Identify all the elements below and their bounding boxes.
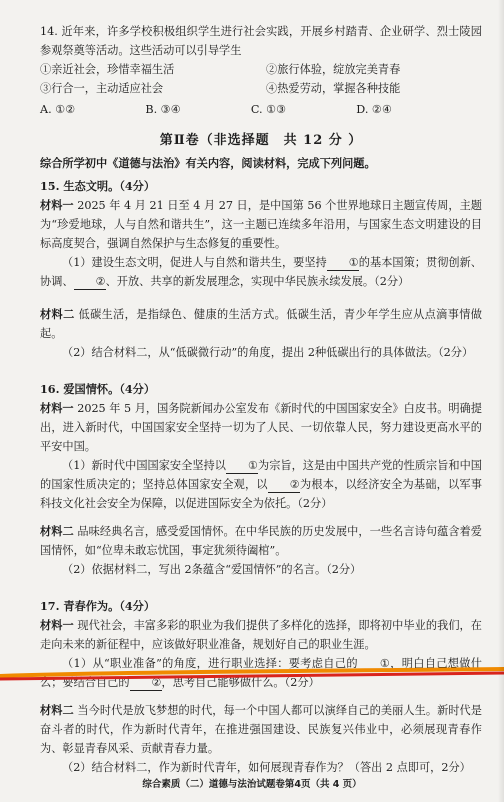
q17-material-1-label: 材料一: [40, 618, 74, 632]
q14-answer-a: A. ①②: [40, 103, 76, 116]
q14-stem: 14. 近年来，许多学校积极组织学生进行社会实践，开展乡村踏青、企业研学、烈士陵园参观祭奠等活动。这些活动可以引导学生: [40, 25, 482, 57]
q14-option-3: ③行合一，主动适应社会: [40, 82, 164, 95]
q15-q1-text-b: 的基本国策；贯彻创新、协调、: [40, 256, 482, 288]
q15-question-1: [40, 253, 482, 291]
q15-q1-text-a: （1）建设生态文明，促进人与自然和谐共生，要坚持: [62, 256, 327, 269]
q17-q1-text-c: ，思考自己能够做什么。（2分）: [161, 676, 320, 689]
q17-q1-text-b: ，明白自己想做什么；要结合自己的: [40, 657, 482, 689]
section-2-title: 第Ⅱ卷（非选择题 共 12 分 ）: [159, 133, 363, 148]
q14-answer-d: D. ②④: [356, 103, 392, 116]
q15-material-1: [40, 196, 482, 253]
q16-blank-1: ①: [226, 459, 258, 474]
page-footer: 综合素质（二）道德与法治试题卷第4页（共 4 页）: [142, 779, 362, 790]
q17-blank-1: ①: [358, 657, 390, 672]
q16-material-1: [40, 399, 482, 456]
q15-material-1-label: 材料一: [40, 198, 74, 212]
q16-material-1-text: 2025 年 5 月，国务院新闻办公室发布《新时代的中国国家安全》白皮书。明确提出，进入新时代，中国国家安全坚持一切为了人民、一切依靠人民，努力建设更高水平的平安中国。: [40, 402, 482, 453]
q14-options: [40, 60, 482, 98]
q16-blank-2: ②: [268, 478, 300, 493]
q17-material-2-label: 材料二: [40, 703, 74, 717]
q17-heading: 17. 青春作为。（4分）: [40, 599, 156, 613]
q16-q1-text-b: 为宗旨，这是由中国共产党的性质宗旨和中国的国家性质决定的；坚持总体国家安全观，以: [40, 459, 482, 491]
q14-option-2: ②旅行体验，绽放完美青春: [266, 63, 401, 76]
q17-q1-text-a: （1）从“职业准备”的角度，进行职业选择：要考虑自己的: [62, 657, 358, 670]
q16-material-2: [40, 522, 482, 560]
q16-heading: 16. 爱国情怀。（4分）: [40, 382, 156, 396]
q15-material-2: [40, 305, 482, 343]
q16-q1-text-c: 为根本，以经济安全为基础，以军事科技文化社会安全为保障，以促进国际安全为依托。（2分）: [40, 478, 482, 510]
q14-option-4: ④热爱劳动，掌握各种技能: [266, 82, 401, 95]
q14-answers: [40, 100, 482, 119]
section-2-instruction: 综合所学初中《道德与法治》有关内容，阅读材料，完成下列问题。: [40, 156, 376, 170]
q15-blank-1: ①: [327, 256, 359, 271]
q16-q1-text-a: （1）新时代中国国家安全坚持以: [62, 459, 226, 472]
q15-question-2: （2）结合材料二，从“低碳微行动”的角度，提出 2种低碳出行的具体做法。（2分）: [62, 346, 474, 359]
q17-material-2-text: 当今时代是放飞梦想的时代，每一个中国人都可以演绎自己的美丽人生。新时代是奋斗者的时代，作为新时代青年，在推进强国建设、民族复兴伟业中，必须展现青春作为、彰显青春风采、贡献青春力量。: [40, 704, 482, 755]
q17-question-2: （2）结合材料二，作为新时代青年，如何展现青春作为？（答出 2 点即可，2分）: [62, 761, 471, 774]
q17-question-1: [40, 654, 482, 692]
q15-material-2-label: 材料二: [40, 307, 75, 321]
q16-question-2: （2）依据材料二，写出 2条蕴含“爱国情怀”的名言。（2分）: [62, 563, 362, 576]
q15-blank-2: ②: [74, 275, 106, 290]
q15-heading: 15. 生态文明。（4分）: [40, 179, 156, 193]
q14-answer-c: C. ①③: [250, 103, 287, 116]
page-edge-shadow: [498, 0, 504, 802]
q17-material-1-text: 现代社会，丰富多彩的职业为我们提供了多样化的选择，即将初中毕业的我们，在走向未来的新征程中，应该做好职业准备，规划好自己的职业生涯。: [40, 619, 482, 651]
q15-material-2-text: 低碳生活，是指绿色、健康的生活方式。低碳生活，青少年学生应从点滴事情做起。: [40, 308, 482, 340]
q16-material-1-label: 材料一: [40, 401, 74, 415]
q16-question-1: [40, 456, 482, 513]
q17-material-2: [40, 701, 482, 758]
q17-material-1: [40, 616, 482, 654]
q17-blank-2: ②: [130, 676, 162, 691]
q15-q1-text-c: 、开放、共享的新发展理念，实现中华民族永续发展。（2分）: [105, 275, 410, 288]
q14-option-1: ①亲近社会，珍惜幸福生活: [40, 63, 175, 76]
q16-material-2-label: 材料二: [40, 524, 74, 538]
q16-material-2-text: 品味经典名言，感受爱国情怀。在中华民族的历史发展中，一些名言诗句蕴含着爱国情怀，如“位卑未敢忘忧国，事定犹须待阖棺”。: [40, 525, 482, 557]
q15-material-1-text: 2025 年 4 月 21 日至 4 月 27 日，是中国第 56 个世界地球日主题宣传周，主题为“珍爱地球，人与自然和谐共生”，这一主题已连续多年沿用，与国家生态文明建设的目标高度契合，强调自然保护与生态修复的重要性。: [40, 199, 482, 250]
q14-answer-b: B. ③④: [145, 103, 181, 116]
